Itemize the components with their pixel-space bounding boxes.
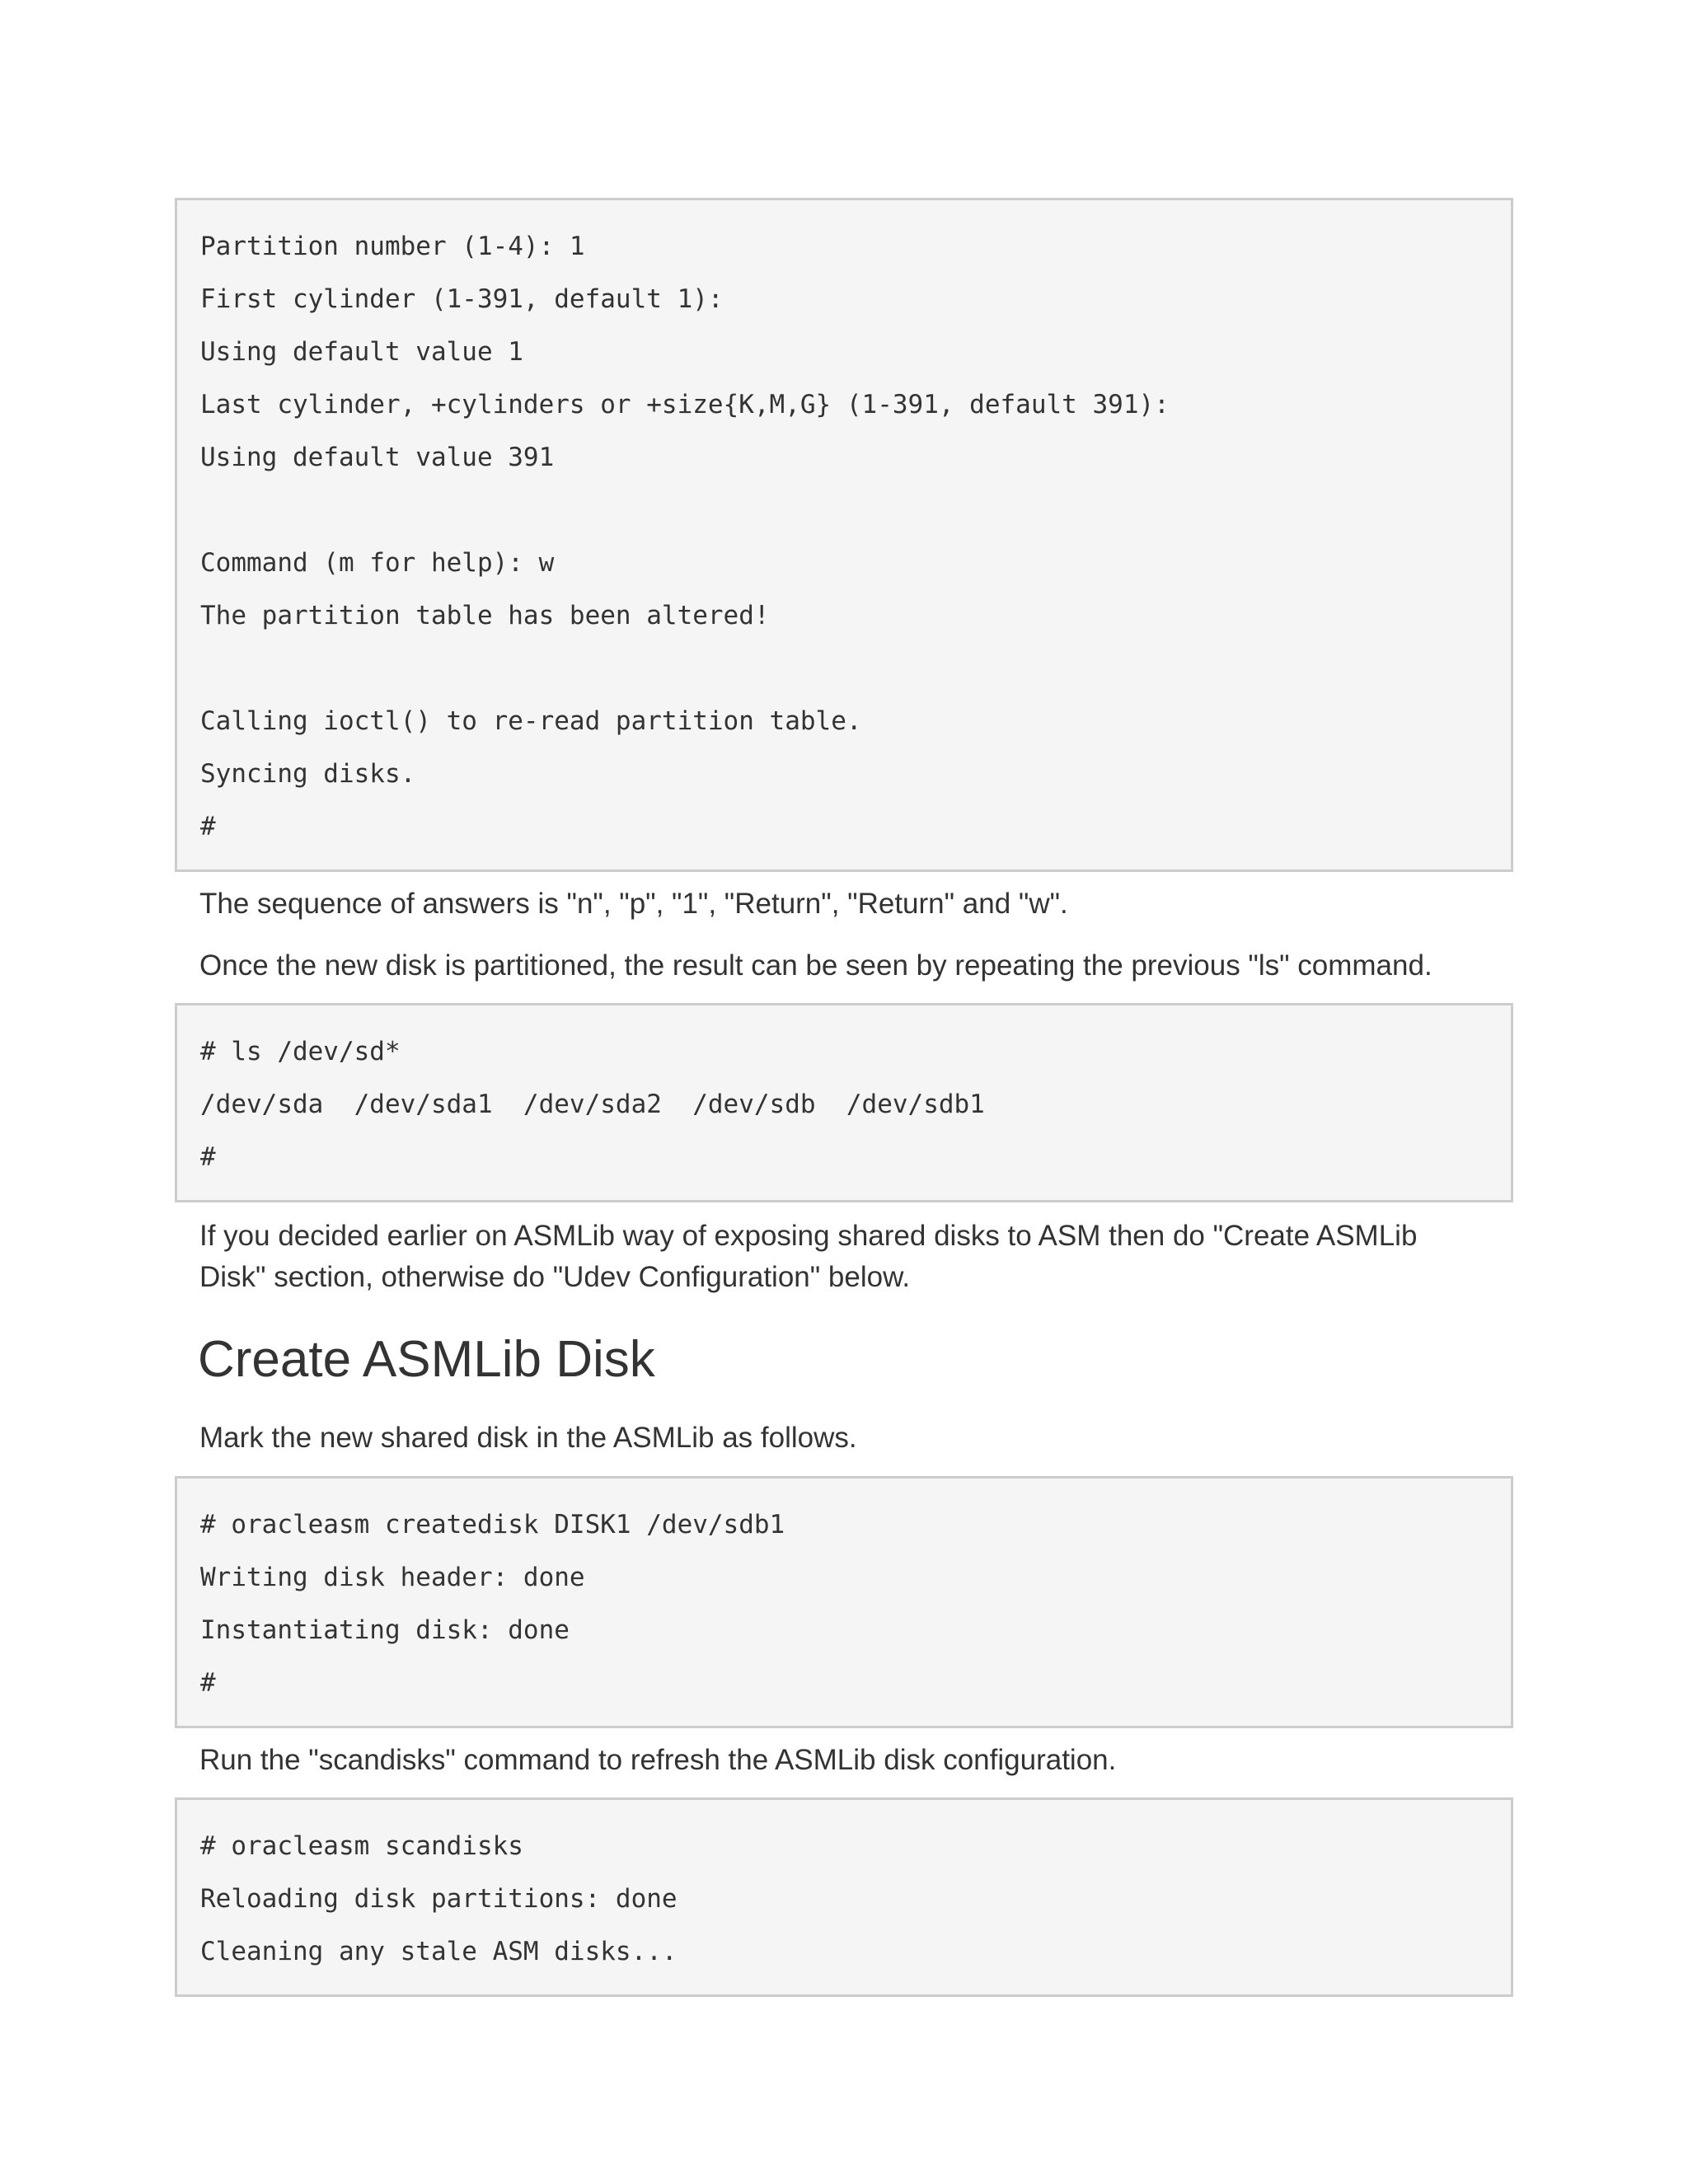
code-line: Using default value 1 (200, 337, 523, 367)
code-line-blank (200, 642, 1488, 695)
code-line: # oracleasm scandisks (200, 1831, 523, 1861)
code-line: Cleaning any stale ASM disks... (200, 1937, 678, 1966)
code-line: # (200, 1142, 216, 1172)
code-line: # oracleasm createdisk DISK1 /dev/sdb1 (200, 1510, 785, 1540)
code-line: First cylinder (1-391, default 1): (200, 284, 724, 314)
paragraph-mark-disk: Mark the new shared disk in the ASMLib as follows. (199, 1422, 857, 1454)
code-block-fdisk (175, 198, 1513, 872)
code-line: Calling ioctl() to re-read partition table. (200, 706, 862, 736)
code-block-ls (175, 1003, 1513, 1202)
paragraph-scandisks: Run the "scandisks" command to refresh the ASMLib disk configuration. (199, 1744, 1117, 1776)
paragraph-asmlib-choice: If you decided earlier on ASMLib way of exposing shared disks to ASM then do "Create ASMLib Disk" section, otherwise do "Udev Configuration" below. (199, 1220, 1418, 1293)
code-line: # ls /dev/sd* (200, 1037, 401, 1066)
code-line: Command (m for help): w (200, 548, 555, 578)
code-line: Using default value 391 (200, 443, 555, 472)
code-line: Syncing disks. (200, 759, 416, 789)
code-line: Writing disk header: done (200, 1563, 585, 1592)
code-line: The partition table has been altered! (200, 601, 770, 630)
code-block-scandisks (175, 1797, 1513, 1997)
code-line: # (200, 1668, 216, 1698)
code-block-createdisk (175, 1476, 1513, 1728)
section-heading: Create ASMLib Disk (198, 1331, 655, 1388)
code-line-blank (200, 484, 1488, 537)
code-line: /dev/sda /dev/sda1 /dev/sda2 /dev/sdb /dev/sdb1 (200, 1090, 985, 1119)
code-line: Partition number (1-4): 1 (200, 232, 585, 261)
code-line: Instantiating disk: done (200, 1615, 570, 1645)
paragraph-answer-sequence: The sequence of answers is "n", "p", "1", "Return", "Return" and "w". (199, 888, 1068, 920)
paragraph-partition-result: Once the new disk is partitioned, the result can be seen by repeating the previous "ls" command. (199, 949, 1432, 982)
code-line: Last cylinder, +cylinders or +size{K,M,G} (1-391, default 391): (200, 390, 1170, 419)
code-line: # (200, 812, 216, 841)
code-line: Reloading disk partitions: done (200, 1884, 678, 1914)
